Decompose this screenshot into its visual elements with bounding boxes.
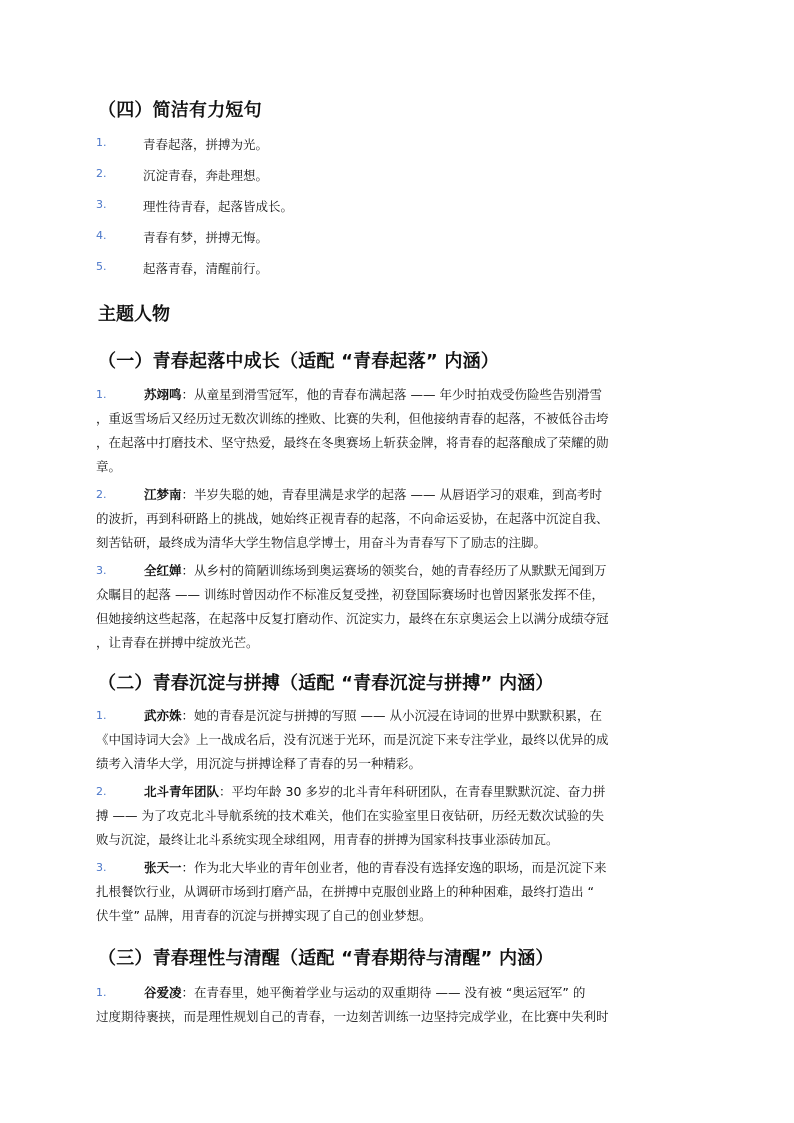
paragraph-line: 过度期待裹挟，而是理性规划自己的青春，一边刻苦训练一边坚持完成学业，在比赛中失利时 — [96, 1009, 609, 1024]
person-paragraph — [96, 981, 711, 1029]
paragraph-line: 张天一：作为北大毕业的青年创业者，他的青春没有选择安逸的职场，而是沉淀下来 — [144, 860, 607, 875]
paragraph-line: 绩考入清华大学，用沉淀与拼搏诠释了青春的另一种精彩。 — [96, 756, 422, 771]
list-number: 2. — [96, 785, 107, 798]
list-number: 5. — [96, 260, 107, 273]
group-heading: （三）青春理性与清醒（适配 “青春期待与清醒” 内涵） — [98, 948, 554, 969]
person-name: 全红婵 — [144, 563, 182, 578]
list-text: 起落青春，清醒前行。 — [143, 261, 269, 276]
list-number: 1. — [96, 388, 107, 401]
paragraph-line: 败与沉淀，最终让北斗系统实现全球组网，用青春的拼搏为国家科技事业添砖加瓦。 — [96, 832, 559, 847]
list-number: 4. — [96, 229, 107, 242]
person-paragraph — [96, 383, 711, 479]
main-heading-theme-people: 主题人物 — [98, 304, 170, 325]
person-name: 苏翊鸣 — [144, 387, 182, 402]
person-paragraph — [96, 704, 711, 776]
list-text: 青春有梦，拼搏无悔。 — [143, 230, 269, 245]
paragraph-line: 北斗青年团队：平均年龄 30 多岁的北斗青年科研团队，在青春里默默沉淀、奋力拼 — [144, 784, 606, 799]
paragraph-line: 全红婵：从乡村的简陋训练场到奥运赛场的领奖台，她的青春经历了从默默无闻到万 — [144, 563, 607, 578]
person-name: 北斗青年团队 — [144, 784, 220, 799]
paragraph-line: 但她接纳这些起落，在起落中反复打磨动作、沉淀实力，最终在东京奥运会上以满分成绩夺冠 — [96, 611, 609, 626]
person-paragraph — [96, 559, 711, 655]
paragraph-line: 伏牛堂” 品牌，用青春的沉淀与拼搏实现了自己的创业梦想。 — [96, 908, 432, 923]
list-text: 理性待青春，起落皆成长。 — [143, 199, 294, 214]
list-number: 1. — [96, 709, 107, 722]
section-heading-short-sentences: （四）简洁有力短句 — [98, 100, 262, 121]
person-paragraph — [96, 856, 711, 928]
paragraph-line: ，重返雪场后又经历过无数次训练的挫败、比赛的失利，但他接纳青春的起落，不被低谷击垮 — [96, 411, 609, 426]
paragraph-line: 搏 —— 为了攻克北斗导航系统的技术难关，他们在实验室里日夜钻研，历经无数次试验的失 — [96, 808, 604, 823]
paragraph-line: 章。 — [96, 459, 122, 474]
person-paragraph — [96, 780, 711, 852]
paragraph-line: 的波折，再到科研路上的挑战，她始终正视青春的起落，不向命运妥协，在起落中沉淀自我、 — [96, 511, 609, 526]
group-heading: （二）青春沉淀与拼搏（适配 “青春沉淀与拼搏” 内涵） — [98, 673, 554, 694]
list-text: 青春起落，拼搏为光。 — [143, 137, 269, 152]
paragraph-line: 苏翊鸣：从童星到滑雪冠军，他的青春布满起落 —— 年少时拍戏受伤险些告别滑雪 — [144, 387, 602, 402]
paragraph-line: 刻苦钻研，最终成为清华大学生物信息学博士，用奋斗为青春写下了励志的注脚。 — [96, 535, 547, 550]
list-number: 1. — [96, 986, 107, 999]
list-number: 1. — [96, 136, 107, 149]
paragraph-line: 众瞩目的起落 —— 训练时曾因动作不标准反复受挫，初登国际赛场时也曾因紧张发挥不佳， — [96, 587, 604, 602]
paragraph-line: 《中国诗词大会》上一战成名后，没有沉迷于光环，而是沉淀下来专注学业，最终以优异的成 — [96, 732, 609, 747]
list-number: 2. — [96, 167, 107, 180]
list-number: 2. — [96, 488, 107, 501]
paragraph-line: 武亦姝：她的青春是沉淀与拼搏的写照 —— 从小沉浸在诗词的世界中默默积累，在 — [144, 708, 602, 723]
list-number: 3. — [96, 861, 107, 874]
person-name: 武亦姝 — [144, 708, 182, 723]
person-name: 江梦南 — [144, 487, 182, 502]
list-number: 3. — [96, 198, 107, 211]
person-name: 谷爱凌 — [144, 985, 182, 1000]
list-number: 3. — [96, 564, 107, 577]
person-paragraph — [96, 483, 711, 555]
list-text: 沉淀青春，奔赴理想。 — [143, 168, 269, 183]
paragraph-line: ，让青春在拼搏中绽放光芒。 — [96, 635, 259, 650]
paragraph-line: 谷爱凌：在青春里，她平衡着学业与运动的双重期待 —— 没有被 “奥运冠军” 的 — [144, 985, 586, 1000]
group-heading: （一）青春起落中成长（适配 “青春起落” 内涵） — [98, 351, 499, 372]
paragraph-line: 江梦南：半岁失聪的她，青春里满是求学的起落 —— 从唇语学习的艰难，到高考时 — [144, 487, 602, 502]
paragraph-line: ，在起落中打磨技术、坚守热爱，最终在冬奥赛场上斩获金牌，将青春的起落酿成了荣耀的勋 — [96, 435, 609, 450]
paragraph-line: 扎根餐饮行业，从调研市场到打磨产品，在拼搏中克服创业路上的种种困难，最终打造出 “ — [96, 884, 594, 899]
person-name: 张天一 — [144, 860, 182, 875]
